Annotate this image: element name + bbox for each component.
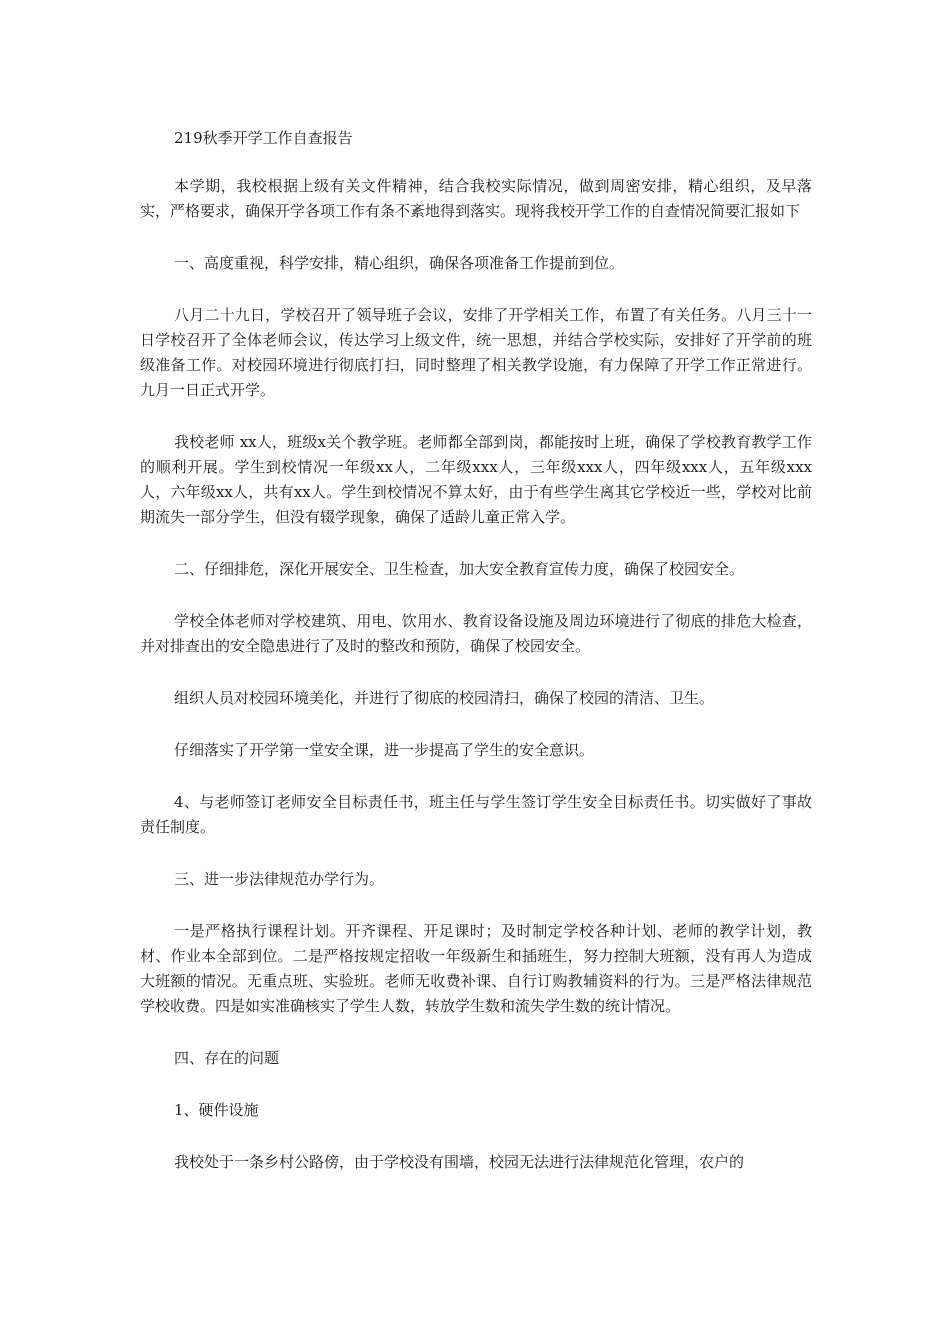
- paragraph: 八月二十九日，学校召开了领导班子会议，安排了开学相关工作，布置了有关任务。八月三十一日学校召开了全体老师会议，传达学习上级文件，统一思想，并结合学校实际，安排好了开学前的班级准备工作。对校园环境进行彻底打扫，同时整理了相关教学设施，有力保障了开学工作正常进行。九月一日正式开学。: [140, 306, 812, 399]
- section-heading-2: 二、仔细排危，深化开展安全、卫生检查，加大安全教育宣传力度，确保了校园安全。: [174, 560, 745, 578]
- section-heading-3: 三、进一步法律规范办学行为。: [174, 870, 385, 888]
- document-body: [140, 174, 812, 1175]
- paragraph: 我校老师 xx人，班级x关个教学班。老师都全部到岗，都能按时上班，确保了学校教育教学工作的顺利开展。学生到校情况一年级xx人，二年级xxx人，三年级xxx人，四年级xxx人，五年级xxx人，六年级xx人，共有xx人。学生到校情况不算太好，由于有些学生离其它学校近一些，学校对比前期流失一部分学生，但没有辍学现象，确保了适龄儿童正常入学。: [140, 433, 812, 526]
- paragraph-intro: 本学期，我校根据上级有关文件精神，结合我校实际情况，做到周密安排，精心组织，及早落实，严格要求，确保开学各项工作有条不紊地得到落实。现将我校开学工作的自查情况简要汇报如下: [140, 177, 812, 220]
- section-heading-4: 四、存在的问题: [174, 1049, 280, 1067]
- paragraph: 仔细落实了开学第一堂安全课，进一步提高了学生的安全意识。: [174, 741, 595, 759]
- document-title: 219秋季开学工作自查报告: [174, 129, 353, 147]
- subsection-heading: 1、硬件设施: [174, 1101, 259, 1119]
- paragraph: 学校全体老师对学校建筑、用电、饮用水、教育设备设施及周边环境进行了彻底的排危大检查，并对排查出的安全隐患进行了及时的整改和预防，确保了校园安全。: [140, 612, 812, 655]
- paragraph: 我校处于一条乡村公路傍，由于学校没有围墙，校园无法进行法律规范化管理，农户的: [174, 1153, 745, 1171]
- section-heading-1: 一、高度重视，科学安排，精心组织，确保各项准备工作提前到位。: [174, 254, 625, 272]
- paragraph: 4、与老师签订老师安全目标责任书，班主任与学生签订学生安全目标责任书。切实做好了事故责任制度。: [140, 793, 812, 836]
- paragraph: 一是严格执行课程计划。开齐课程、开足课时；及时制定学校各种计划、老师的教学计划，教材、作业本全部到位。二是严格按规定招收一年级新生和插班生，努力控制大班额，没有再人为造成大班额的情况。无重点班、实验班。老师无收费补课、自行订购教辅资料的行为。三是严格法律规范学校收费。四是如实准确核实了学生人数，转放学生数和流失学生数的统计情况。: [140, 922, 812, 1015]
- document-page: [140, 0, 812, 1344]
- paragraph: 组织人员对校园环境美化，并进行了彻底的校园清扫，确保了校园的清洁、卫生。: [174, 689, 715, 707]
